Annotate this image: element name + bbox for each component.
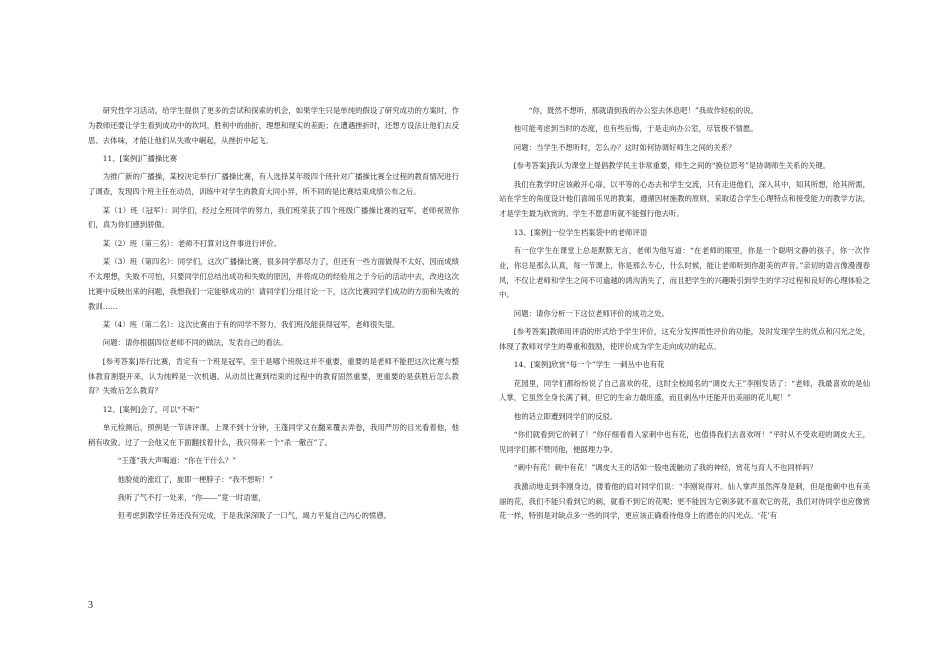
left-column xyxy=(88,104,459,528)
question: 问题：请你分析一下这位老师评价的成功之处。 xyxy=(513,308,670,318)
page-number: 3 xyxy=(88,600,93,611)
dialogue-line: 他脸徒的涨红了，旋即一梗脖子：“我不想听！” xyxy=(117,474,273,484)
case-heading: 12、[案例]会了，可以“不听” xyxy=(102,404,200,414)
case-heading: 11、[案例]广播操比赛 xyxy=(102,153,178,163)
paragraph: “你们就看到它的刺了！”你仔细看看人家刺中也有花，也值得我们去喜欢呀！”平时从不受欢迎的调皮大王，见同学们都不赞同他，便据理力争。 xyxy=(499,430,870,455)
paragraph: 某（3）班（第四名）：同学们，这次广播操比赛，很多同学都尽力了，但还有一些方面做得不太好，因而成绩不太理想，失败不可怕，只要同学们总结出成功和失败的原因，并将成功的经验用之于今后的活动中去，改进这次比赛中反映出来的问题，我想我们一定能够成功的！请同学们分组讨论一下，这次比赛同学们成功的方面和失败的教训…… xyxy=(88,257,459,311)
question: 问题：请你根据四位老师不同的做法，发表自己的看法。 xyxy=(102,338,288,348)
reference-answer: [参考答案]举行比赛，肯定有一个班是冠军，至于是哪个班级这并不重要，重要的是老师不能把这次比赛与整体教育割裂开来，认为纯粹是一次机遇。从动员比赛到结束的过程中的教育固然重要，更重要的是获胜后怎么教育？失败后怎么教育？ xyxy=(88,356,459,396)
paragraph: 某（2）班（第三名）：老师不打算对这件事进行评价。 xyxy=(102,238,282,248)
case-heading: 14、[案例]欣赏“每一个”学生 一刺丛中也有花 xyxy=(513,360,665,370)
paragraph: 花园里，同学们都纷纷说了自己喜欢的花，这时全校闻名的“调皮大王”李刚发话了：“老师，我最喜欢的是仙人掌，它虽然全身长满了刺，但它的生命力最旺盛，而且刺丛中还能开出美丽的花儿呢！” xyxy=(499,378,870,403)
right-column xyxy=(499,104,870,528)
paragraph: 某（1）班（冠军）：同学们，经过全班同学的努力，我们班荣获了四个班级广播操比赛的冠军，老师祝贺你们，真为你们感到骄傲。 xyxy=(88,205,459,230)
dialogue-line: 我听了气不打一处来，“你——”竟一时语塞， xyxy=(117,493,266,503)
paragraph: 某（4）班（第二名）：这次比赛由于有的同学不努力，我们班没能获得冠军，老师很失望。 xyxy=(102,319,400,329)
paragraph: 他的话立即遭到同学们的反驳。 xyxy=(513,411,618,421)
paragraph: 单元检测后，照例是一节讲评课。上课不到十分钟，王蓬同学又在翻来覆去弄卷，我用严厉的目光看着他，他稍有收敛。过了一会他又在下面翻找着什么，我只得来一个“杀一儆百”了。 xyxy=(88,423,459,447)
reference-answer: [参考答案]我认为课堂上提倡教学民主非常重要，师生之间的“换位思考”是协调师生关系的关键。 xyxy=(513,161,831,171)
dialogue-line: “你，既然不想听，那就请到我的办公室去休息吧！”我故作轻松的说。 xyxy=(528,106,758,115)
reference-answer: [参考答案]教师用评语的形式给予学生评价，这充分发挥质性评价的功能，及时发现学生的优点和闪光之处，体现了教师对学生的尊重和鼓励，使评价成为学生走向成功的起点。 xyxy=(499,327,870,351)
paragraph: 为推广新的广播操，某校决定举行广播操比赛，有人选择某年级四个班针对广播操比赛全过程的教育情况进行了调查，发现四个班主任在动员，训练中对学生的教育大同小异，所不同的是比赛结束成绩公布之后。 xyxy=(88,172,459,197)
paragraph: 我们在教学时应该敞开心扉，以平等的心态去和学生交流，只有走进他们，深入其中，知其所想，给其所需，站在学生的角度设计他们喜闻乐见的教案，遵循因材施教的原则，采取适合学生心理特点和接受能力的教学方法，才是学生最为欣赏的。学生不愿意听就不能强行他去听。 xyxy=(499,179,870,219)
paragraph: 研究性学习活动，给学生提供了更多的尝试和探索的机会，如果学生只是单纯的假设了研究成功的方案时，作为教师还要让学生看到成功中的坎坷，胜利中的曲折，理想和现实的差距；在遭遇挫折时，还想方设法让他们去反思、去体味，才能让他们从失败中崛起，从挫折中起飞。 xyxy=(88,106,459,145)
dialogue-line: 但考虑到教学任务还没有完成，于是我深深吸了一口气，竭力平复自己内心的愤懑。 xyxy=(117,511,392,521)
paragraph: “刺中有花！刺中有花！”调皮大王的话如一股电流触动了我的神经，赏花与育人不也同样吗？ xyxy=(513,463,817,473)
paragraph: 他可能考虑到当时的态度，也有些后悔，于是走向办公室，尽管极不情愿。 xyxy=(513,124,758,134)
paragraph: 有一位学生在课堂上总是默默无言，老师为他写道：“在老师的眼里，你是一个聪明文静的孩子，你一次作业，你总是那么认真，每一节课上，你是那么专心，什么时候，能让老师听到你甜美的声音。”亲切的语言像漫漫春风，不仅让老师和学生之间不可逾越的鸿沟消失了，而且把学生的兴趣吸引到学生的学习过程和良好的心理体验之中。 xyxy=(499,245,870,300)
question: 问题：当学生不想听时，怎么办？这时如何协调好师生之间的关系？ xyxy=(513,142,736,152)
paragraph: 我激动地走到李刚身边，搂着他的肩对同学们说：“李刚说得对。仙人掌声虽然浑身是刺，但是他刺中也有美丽的花，我们不能只看到它的刺，就看不到它的花呢；更不能因为它刺多就不喜欢它的花，我们对待同学也应像赏花一样，特别是对缺点多一些的同学，更应该正确看待他身上的潜在的闪光点。‘花’有 xyxy=(499,481,870,521)
dialogue-line: “王蓬”我大声喝道：“你在干什么？” xyxy=(117,456,237,466)
case-heading: 13、[案例]一位学生档案袋中的老师评语 xyxy=(513,227,648,237)
